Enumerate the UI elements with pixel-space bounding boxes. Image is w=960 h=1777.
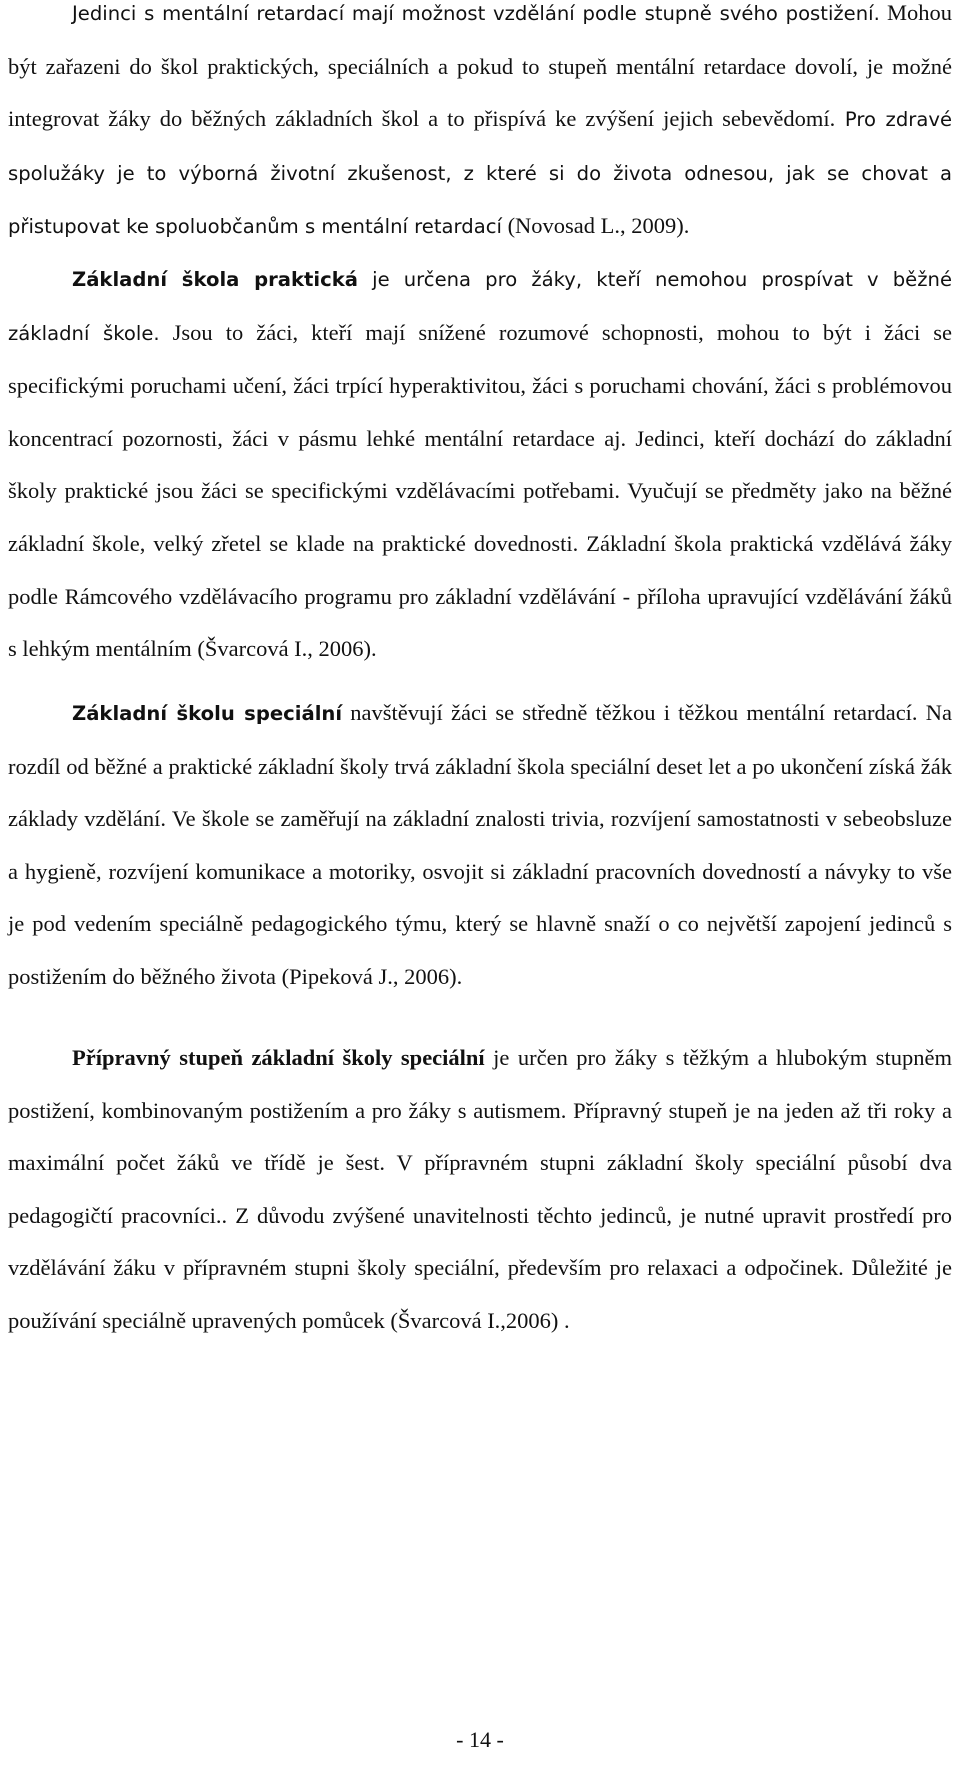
section-heading-specialni: Základní školu speciální [72, 702, 343, 725]
paragraph-intro-lead: Jedinci s mentální retardací mají možnost vzdělání podle stupně svého postižení. [72, 2, 880, 25]
paragraph-intro [8, 0, 952, 254]
paragraph-intro-citation: (Novosad L., 2009). [501, 213, 690, 239]
paragraph-specialni-body: navštěvují žáci se středně těžkou i těžkou mentální retardací. Na rozdíl od běžné a praktické základní školy trvá základní škola speciální deset let a po ukončení získá žák základy vzdělání. Ve škole se zaměřují na základní znalosti trivia, rozvíjení samostatnosti v sebeobsluze a hygieně, rozvíjení komunikace a motoriky, osvojit si základní pracovních dovedností a návyky to vše je pod vedením speciálně pedagogického týmu, který se hlavně snaží o co největší zapojení jedinců s postižením do běžného života (Pipeková J., 2006). [8, 700, 952, 989]
paragraph-intro-body: Mohou být zařazeni do škol praktických, speciálních a pokud to stupeň mentální retardace dovolí, je možné integrovat žáky do běžných základních škol a to přispívá ke zvýšení jejich sebevědomí. [8, 0, 952, 132]
paragraph-zakladni-skola-prakticka [8, 253, 952, 676]
page-number: - 14 - [456, 1727, 504, 1752]
paragraph-pripravny-body: je určen pro žáky s těžkým a hlubokým stupněm postižení, kombinovaným postižením a pro žáky s autismem. Přípravný stupeň je na jeden až tři roky a maximální počet žáků ve třídě je šest. V přípravném stupni základní školy speciální působí dva pedagogičtí pracovníci.. Z důvodu zvýšené unavitelnosti těchto jedinců, je nutné upravit prostředí pro vzdělávání žáku v přípravném stupni školy speciální, především pro relaxaci a odpočinek. Důležité je používání speciálně upravených pomůcek (Švarcová I.,2006) . [8, 1045, 952, 1333]
paragraph-zakladni-skola-specialni [8, 687, 952, 1004]
section-heading-pripravny: Přípravný stupeň základní školy speciální [72, 1045, 485, 1070]
paragraph-intro-body-2: Pro zdravé spolužáky je to výborná životní zkušenost, z které si do života odnesou, jak se chovat a přistupovat ke spoluobčanům s mentální retardací [8, 108, 952, 239]
paragraph-prakticka-body: Jsou to žáci, kteří mají snížené rozumové schopnosti, mohou to být i žáci se specifickými poruchami učení, žáci trpící hyperaktivitou, žáci s poruchami chování, žáci s problémovou koncentrací pozornosti, žáci v pásmu lehké mentální retardace aj. Jedinci, kteří dochází do základní školy praktické jsou žáci se specifickými vzdělávacími potřebami. Vyučují se předměty jako na běžné základní škole, velký zřetel se klade na praktické dovednosti. Základní škola praktická vzdělává žáky podle Rámcového vzdělávacího programu pro základní vzdělávání - příloha upravující vzdělávání žáků s lehkým mentálním (Švarcová I., 2006). [8, 319, 952, 662]
paragraph-prakticka-lead: je určena pro žáky, kteří nemohou prospívat v běžné základní škole. [8, 268, 952, 345]
section-heading-prakticka: Základní škola praktická [72, 268, 358, 291]
paragraph-pripravny-stupen [8, 1032, 952, 1348]
